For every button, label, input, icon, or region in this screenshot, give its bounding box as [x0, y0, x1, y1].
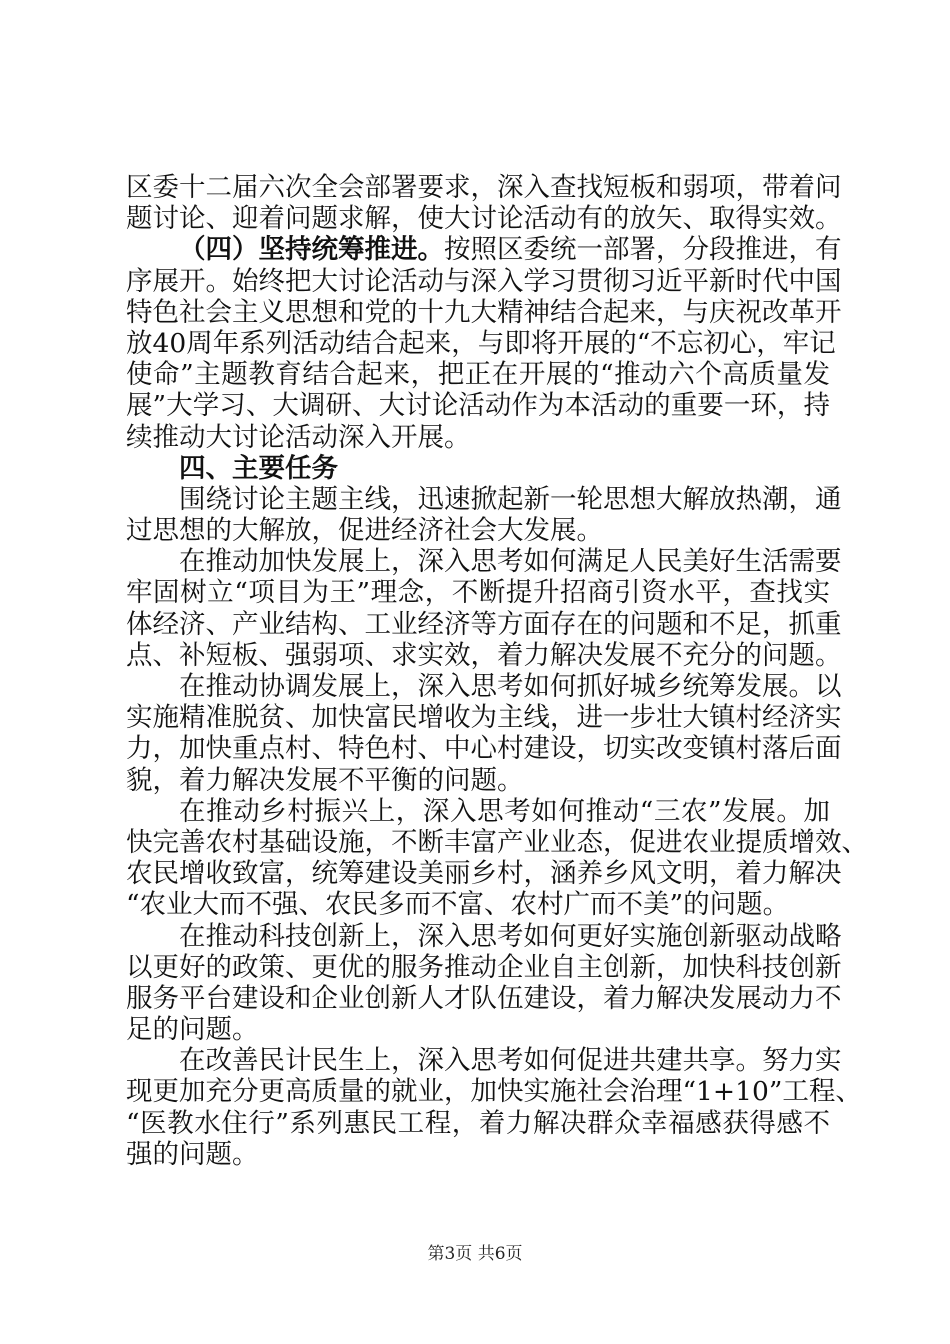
text-line: 区委十二届六次全会部署要求，深入查找短板和弱项，带着问 — [126, 172, 842, 203]
text-line: 特色社会主义思想和党的十九大精神结合起来，与庆祝改革开 — [126, 296, 842, 328]
text-line: 点、补短板、强弱项、求实效，着力解决发展不充分的问题。 — [126, 639, 842, 671]
text-line: “医教水住行”系列惠民工程，着力解决群众幸福感获得感不 — [126, 1107, 830, 1139]
page-number-footer: 第3页 共6页 — [427, 1244, 523, 1264]
text-line: 以更好的政策、更优的服务推动企业自主创新，加快科技创新 — [126, 951, 842, 983]
paragraph-first-line — [126, 234, 842, 266]
text-line: 在推动科技创新上，深入思考如何更好实施创新驱动战略 — [179, 920, 842, 952]
document-body — [126, 172, 868, 1170]
text-line: 貌，着力解决发展不平衡的问题。 — [126, 764, 524, 796]
text-line: 序展开。始终把大讨论活动与深入学习贯彻习近平新时代中国 — [126, 265, 842, 297]
text-line: 农民增收致富，统筹建设美丽乡村，涵养乡风文明，着力解决 — [126, 858, 842, 890]
text-line: 足的问题。 — [126, 1014, 259, 1046]
text-line: 快完善农村基础设施，不断丰富产业业态，促进农业提质增效、 — [126, 826, 868, 858]
text-line: 现更加充分更高质量的就业，加快实施社会治理“1+10”工程、 — [126, 1076, 862, 1108]
section-heading: 四、主要任务 — [179, 452, 338, 484]
text-line: 展”大学习、大调研、大讨论活动作为本活动的重要一环，持 — [126, 390, 830, 422]
text-line: “农业大而不强、农民多而不富、农村广而不美”的问题。 — [126, 889, 790, 921]
text-line: 在改善民计民生上，深入思考如何促进共建共享。努力实 — [179, 1045, 842, 1077]
text-line: 体经济、产业结构、工业经济等方面存在的问题和不足，抓重 — [126, 608, 842, 640]
text-line: 续推动大讨论活动深入开展。 — [126, 421, 471, 453]
text-line: 放40周年系列活动结合起来，与即将开展的“不忘初心，牢记 — [126, 327, 836, 359]
text-line: 围绕讨论主题主线，迅速掀起新一轮思想大解放热潮，通 — [179, 483, 842, 515]
section-subheading: （四）坚持统筹推进。 — [179, 234, 444, 266]
text-line: 牢固树立“项目为王”理念，不断提升招商引资水平，查找实 — [126, 577, 830, 609]
text-line: 在推动乡村振兴上，深入思考如何推动“三农”发展。加 — [179, 795, 830, 827]
text-line: 题讨论、迎着问题求解，使大讨论活动有的放矢、取得实效。 — [126, 203, 842, 235]
text-line: 在推动加快发展上，深入思考如何满足人民美好生活需要 — [179, 546, 842, 578]
text-span: 按照区委统一部署，分段推进，有 — [444, 234, 842, 266]
text-line: 服务平台建设和企业创新人才队伍建设，着力解决发展动力不 — [126, 982, 842, 1014]
text-line: 使命”主题教育结合起来，把正在开展的“推动六个高质量发 — [126, 359, 830, 391]
text-line: 在推动协调发展上，深入思考如何抓好城乡统筹发展。以 — [179, 671, 842, 702]
text-line: 强的问题。 — [126, 1138, 259, 1170]
text-line: 实施精准脱贫、加快富民增收为主线，进一步壮大镇村经济实 — [126, 702, 842, 734]
text-line: 过思想的大解放，促进经济社会大发展。 — [126, 515, 603, 547]
text-line: 力，加快重点村、特色村、中心村建设，切实改变镇村落后面 — [126, 733, 842, 765]
